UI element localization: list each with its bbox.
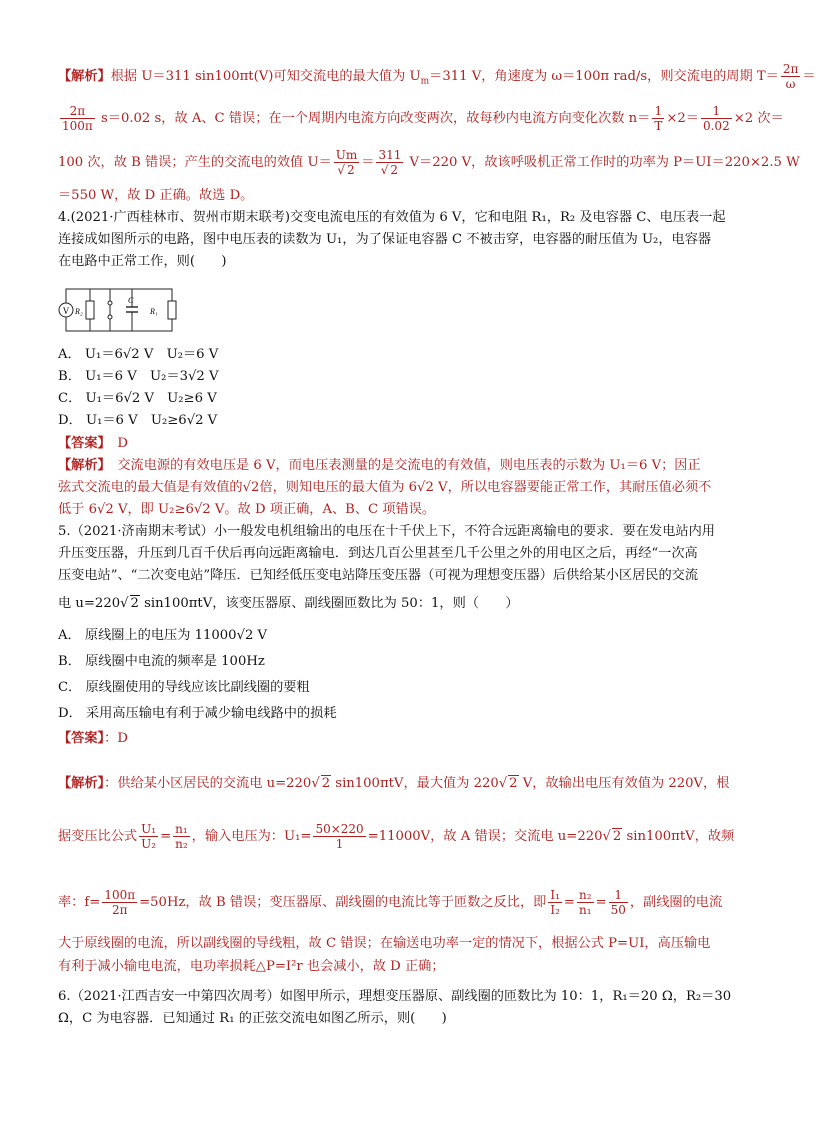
r2-resistor bbox=[86, 301, 94, 319]
q4-answer: 【答案】 D bbox=[58, 436, 128, 451]
r2-label: R₂ bbox=[75, 307, 83, 316]
q4-option-b: B． U₁＝6 V U₂＝3√2 V bbox=[58, 369, 219, 384]
fraction: $\frac{1}{50}$ bbox=[610, 888, 626, 917]
fraction: $\frac{Um}{√ 2}$ bbox=[335, 148, 358, 177]
q5-stem-2: 升压变压器，升压到几百千伏后再向远距离输电．到达几百公里甚至几千公里之外的用电区之后，再经“一次高 bbox=[58, 546, 698, 561]
fraction: $\frac{50\times 220}{1}$ bbox=[315, 822, 364, 851]
q4-solution-1: 【解析】 交流电源的有效电压是 6 V，而电压表测量的是交流电的有效值，则电压表的示数为 U₁＝6 V；因正 bbox=[58, 458, 701, 473]
q4-stem-3: 在电路中正常工作，则( ) bbox=[58, 254, 227, 269]
q5-option-b: B． 原线圈中电流的频率是 100Hz bbox=[58, 654, 265, 669]
q5-solution-3: 率：f= $\frac{100\pi}{2\pi}$ =50Hz，故 B 错误；变压器原、副线圈的电流比等于匝数之反比，即 $\frac{\text{I₁}}{\text{I₂}}$ = $\frac{\text{n₂}}{\text{n₁}}$ = $\frac{1}{50}$ ，副线圈的电流 bbox=[58, 888, 723, 917]
circuit-diagram bbox=[58, 287, 178, 335]
terminal-top bbox=[108, 301, 112, 305]
q5-solution-4: 大于原线圈的电流，所以副线圈的导线粗，故 C 错误；在输送电功率一定的情况下，根据公式 P=UI，高压输电 bbox=[58, 936, 711, 951]
q4-stem-1: 4.(2021·广西桂林市、贺州市期末联考)交变电流电压的有效值为 6 V，它和电阻 R₁，R₂ 及电容器 C、电压表一起 bbox=[58, 210, 726, 225]
q5-option-a: A． 原线圈上的电压为 11000√2 V bbox=[58, 628, 268, 643]
fraction: $\frac{\text{n₁}}{\text{n₂}}$ bbox=[175, 822, 188, 851]
q5-solution-5: 有利于减小输电电流，电功率损耗△P=I²r 也会减小，故 D 正确； bbox=[58, 959, 445, 974]
fraction: $\frac{1}{0.02}$ bbox=[702, 104, 730, 133]
q3-solution-line-1: 【解析】根据 U＝311 sin100πt(V)可知交流电的最大值为 $U_m=311$ V，角速度为 ω＝100π rad/s，则交流电的周期 T＝ $\frac{2\pi}{\omega}$ ＝ bbox=[58, 62, 816, 91]
q6-stem-1: 6.（2021·江西吉安一中第四次周考）如图甲所示，理想变压器原、副线圈的匝数比为 10：1，R₁＝20 Ω，R₂＝30 bbox=[58, 989, 732, 1004]
q4-option-a: A． U₁＝6√2 V U₂＝6 V bbox=[58, 347, 219, 362]
q6-stem-2: Ω，C 为电容器．已知通过 R₁ 的正弦交流电如图乙所示，则( ) bbox=[58, 1011, 447, 1026]
capacitor-label: C bbox=[128, 296, 134, 305]
terminal-bottom bbox=[108, 315, 112, 319]
q5-answer: 【答案】：D bbox=[58, 731, 128, 746]
fraction: $\frac{311}{√ 2}$ bbox=[378, 148, 402, 177]
fraction: $\frac{1}{T}$ bbox=[654, 104, 663, 133]
r1-label: R₁ bbox=[150, 307, 158, 316]
q5-stem-3: 压变电站”、“二次变电站”降压．已知经低压变电站降压变压器（可视为理想变压器）后供给某小区居民的交流 bbox=[58, 568, 699, 583]
q3-solution-label: 【解析】 bbox=[58, 69, 111, 84]
fraction: $\frac{\text{U₁}}{\text{U₂}}$ bbox=[141, 822, 157, 851]
fraction: $\frac{100\pi}{2\pi}$ bbox=[104, 888, 136, 917]
fraction: $\frac{2\pi}{100\pi}$ bbox=[62, 104, 93, 133]
q3-solution-line-2: $\frac{2\pi}{100\pi}$ s＝0.02 s，故 A、C 错误；在一个周期内电流方向改变两次，故每秒内电流方向变化次数 n＝ $\frac{1}{T}$ ×2＝ $\frac{1}{0.02}$ ×2 次＝ bbox=[62, 104, 784, 133]
q5-option-c: C． 原线圈使用的导线应该比副线圈的要粗 bbox=[58, 680, 310, 695]
q5-option-d: D． 采用高压输电有利于减少输电线路中的损耗 bbox=[58, 706, 337, 721]
q5-stem-4: 电 u=220√ 2 sin100πtV，该变压器原、副线圈匝数比为 50：1，则（ ） bbox=[58, 596, 519, 611]
q3-solution-line-4: ＝550 W，故 D 正确。故选 D。 bbox=[58, 188, 254, 203]
r1-resistor bbox=[168, 301, 176, 319]
q5-solution-2: 据变压比公式 $\frac{\text{U₁}}{\text{U₂}}$ = $\frac{\text{n₁}}{\text{n₂}}$ ，输入电压为：U₁= $\frac{50\times 220}{1}$ =11000V，故 A 错误；交流电 u=220√ 2 sin100πtV，故频 bbox=[58, 822, 735, 851]
fraction: $\frac{2\pi}{\omega}$ bbox=[782, 62, 799, 91]
fraction: $\frac{\text{I₁}}{\text{I₂}}$ bbox=[550, 888, 560, 917]
q4-option-d: D． U₁＝6 V U₂≥6√2 V bbox=[58, 413, 218, 428]
q3-solution-line-3: 100 次，故 B 错误；产生的交流电的效值 U＝ $\frac{Um}{√ 2}$ ＝ $\frac{311}{√ 2}$ V＝220 V，故该呼吸机正常工作时的功率为 P＝UI＝220×2.5 W bbox=[58, 148, 800, 177]
q5-stem-1: 5.（2021·济南期末考试）小一般发电机组输出的电压在十千伏上下，不符合远距离输电的要求．要在发电站内用 bbox=[58, 524, 715, 539]
q4-solution-2: 弦式交流电的最大值是有效值的√2倍，则知电压的最大值为 6√2 V，所以电容器要能正常工作，其耐压值必须不 bbox=[58, 480, 712, 495]
q4-option-c: C． U₁＝6√2 V U₂≥6 V bbox=[58, 391, 217, 406]
q4-stem-2: 连接成如图所示的电路，图中电压表的读数为 U₁，为了保证电容器 C 不被击穿，电容器的耐压值为 U₂，电容器 bbox=[58, 232, 712, 247]
q4-solution-3: 低于 6√2 V，即 U₂≥6√2 V。故 D 项正确，A、B、C 项错误。 bbox=[58, 502, 436, 517]
fraction: $\frac{\text{n₂}}{\text{n₁}}$ bbox=[578, 888, 592, 917]
voltmeter-label: V bbox=[62, 306, 70, 316]
q5-solution-1: 【解析】：供给某小区居民的交流电 u=220√ 2 sin100πtV，最大值为 220√ 2 V，故输出电压有效值为 220V，根 bbox=[58, 776, 730, 791]
